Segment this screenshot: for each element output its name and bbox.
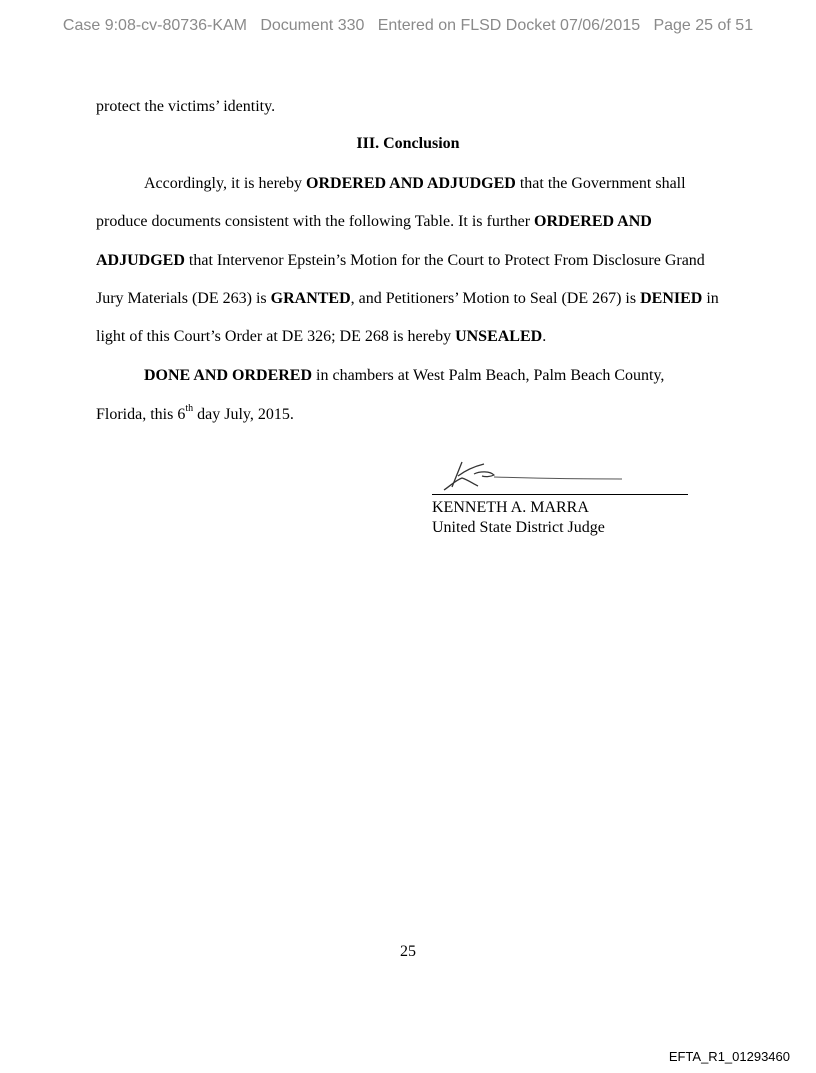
- page-number: 25: [400, 943, 416, 960]
- bold-text-run: ORDERED AND ADJUDGED: [306, 175, 516, 192]
- text-run: that the Government shall: [515, 175, 686, 192]
- handwritten-signature-image: [438, 456, 628, 492]
- bold-text-run: DENIED: [640, 290, 703, 307]
- bold-text-run: GRANTED: [270, 290, 351, 307]
- text-run: produce documents consistent with the following Table. It is further: [96, 213, 535, 230]
- bold-text-run: DONE AND ORDERED: [144, 367, 313, 384]
- paragraph-line: [144, 174, 686, 193]
- judge-name: KENNETH A. MARRA: [432, 499, 589, 516]
- text-run: , and Petitioners’ Motion to Seal (DE 267) is: [350, 290, 641, 307]
- text-run: Jury Materials (DE 263) is: [96, 290, 271, 307]
- text-line: protect the victims’ identity.: [96, 98, 276, 115]
- paragraph-line: [96, 251, 705, 270]
- text-run: in: [702, 290, 719, 307]
- superscript-text: th: [185, 402, 194, 414]
- bold-text-run: ADJUDGED: [96, 252, 185, 269]
- judge-title: United State District Judge: [432, 519, 605, 536]
- text-run: .: [542, 328, 547, 345]
- bold-text-run: ORDERED AND: [534, 213, 652, 230]
- paragraph-line: [96, 289, 719, 308]
- paragraph-line: [96, 212, 652, 231]
- section-heading: III. Conclusion: [356, 135, 460, 152]
- text-run: light of this Court’s Order at DE 326; DE 268 is hereby: [96, 328, 456, 345]
- paragraph-line: [144, 366, 664, 385]
- signature-line: [432, 494, 688, 495]
- text-run: Accordingly, it is hereby: [144, 175, 307, 192]
- text-run: Florida, this 6: [96, 406, 186, 423]
- docket-header-stamp: Case 9:08-cv-80736-KAM Document 330 Entered on FLSD Docket 07/06/2015 Page 25 of 51: [62, 17, 754, 34]
- document-id: EFTA_R1_01293460: [668, 1049, 790, 1064]
- text-run: in chambers at West Palm Beach, Palm Beach County,: [312, 367, 665, 384]
- paragraph-line: [96, 327, 546, 346]
- text-run: that Intervenor Epstein’s Motion for the Court to Protect From Disclosure Grand: [184, 252, 705, 269]
- text-run: day July, 2015.: [193, 406, 294, 423]
- paragraph-line: [96, 402, 294, 424]
- bold-text-run: UNSEALED: [455, 328, 543, 345]
